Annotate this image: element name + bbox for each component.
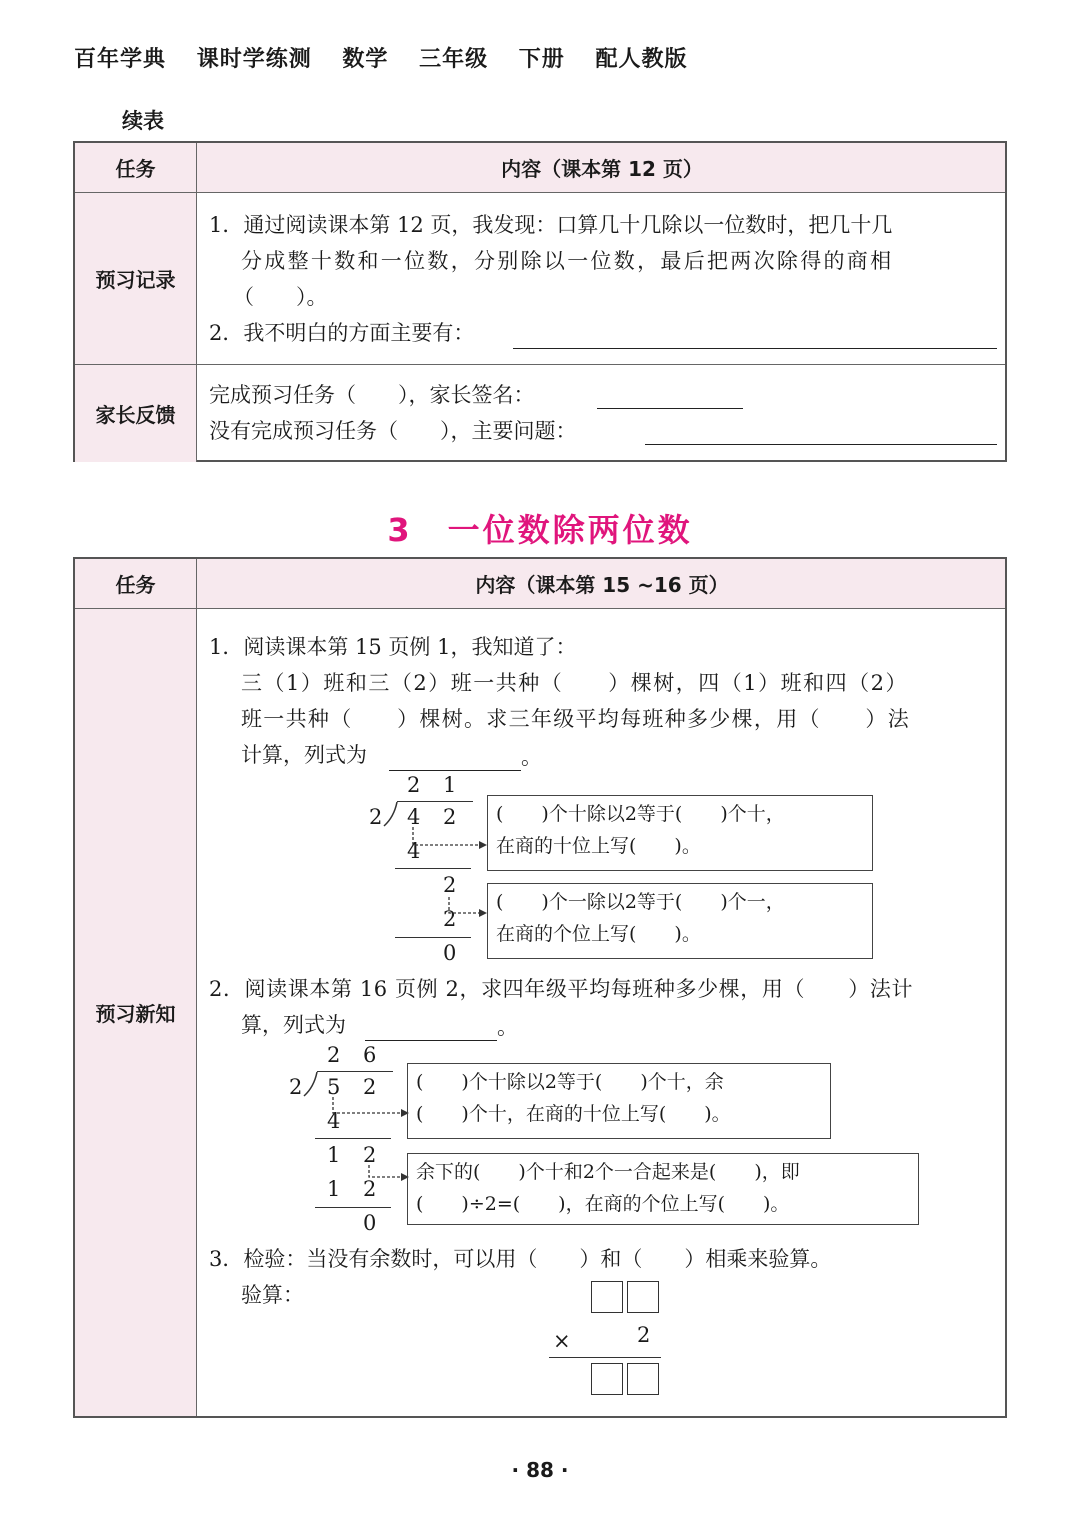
section-title: 3 一位数除两位数	[387, 511, 693, 549]
q1-line: 三（1）班和三（2）班一共种（ ）棵树，四（1）班和四（2）	[241, 671, 908, 695]
q1-expression-blank[interactable]	[389, 749, 521, 771]
division-bar	[317, 1071, 393, 1072]
row-label: 预习记录	[75, 193, 197, 364]
q1-line: 班一共种（ ）棵树。求三年级平均每班种多少棵，用（ ）法	[241, 707, 910, 731]
division-bracket	[382, 801, 400, 827]
col-content-header: 内容（课本第 15 ~16 页）	[475, 573, 729, 597]
arrow-connectors	[411, 823, 491, 923]
remainder: 0	[443, 941, 457, 965]
explain-line: ( )÷2=( )，在商的个位上写( )。	[416, 1193, 790, 1215]
col-task-header: 任务	[75, 559, 197, 608]
step-digit: 2	[443, 907, 457, 931]
q2-line: 2．阅读课本第 16 页例 2，求四年级平均每班种多少棵，用（ ）法计	[209, 977, 914, 1001]
q2-line: 算，列式为	[241, 1013, 346, 1037]
explain-box	[487, 883, 873, 959]
text-line: 1．通过阅读课本第 12 页，我发现：口算几十几除以一位数时，把几十几	[209, 213, 893, 237]
quotient-digit: 6	[363, 1043, 377, 1067]
q1-period: 。	[521, 745, 542, 769]
q1-line: 计算，列式为	[241, 743, 367, 767]
problem-blank[interactable]	[645, 423, 997, 445]
explain-box	[407, 1153, 919, 1225]
step-digit: 4	[327, 1109, 341, 1133]
remainder: 0	[363, 1211, 377, 1235]
row-parent-feedback	[75, 365, 1005, 462]
header-item: 配人教版	[595, 47, 688, 72]
table-preview-record	[73, 141, 1007, 462]
row-preview-record	[75, 193, 1005, 365]
header-item: 三年级	[419, 47, 489, 72]
answer-box[interactable]	[591, 1363, 623, 1395]
header-item: 百年学典	[74, 47, 167, 72]
q1-line: 1．阅读课本第 15 页例 1，我知道了：	[209, 635, 577, 659]
division-bracket	[302, 1071, 320, 1097]
multiply-line	[549, 1357, 661, 1358]
continued-label: 续表	[122, 109, 164, 133]
header-item: 数学	[342, 47, 389, 72]
explain-line: 在商的十位上写( )。	[496, 835, 701, 857]
explain-box	[487, 795, 873, 871]
explain-box	[407, 1063, 831, 1139]
dividend-digit: 5	[327, 1075, 341, 1099]
text-line: 2．我不明白的方面主要有：	[209, 321, 475, 345]
step-digit: 2	[363, 1177, 377, 1201]
answer-box[interactable]	[627, 1363, 659, 1395]
step-digit: 1	[327, 1177, 341, 1201]
table-header-row	[75, 559, 1005, 609]
header-item: 下册	[518, 47, 565, 72]
quotient-digit: 2	[327, 1043, 341, 1067]
q2-period: 。	[497, 1015, 518, 1039]
step-digit: 1	[327, 1143, 341, 1167]
arrow-connectors	[331, 1093, 411, 1193]
page-number: · 88 ·	[511, 1458, 569, 1482]
text-line: 完成预习任务（ ），家长签名：	[209, 383, 535, 407]
parent-signature-blank[interactable]	[597, 387, 743, 409]
table-new-knowledge	[73, 557, 1007, 1418]
col-task-header: 任务	[75, 143, 197, 192]
text-line: 没有完成预习任务（ ），主要问题：	[209, 419, 577, 443]
dividend-digit: 2	[363, 1075, 377, 1099]
answer-box[interactable]	[627, 1281, 659, 1313]
q2-expression-blank[interactable]	[365, 1019, 497, 1041]
explain-line: 在商的个位上写( )。	[496, 923, 701, 945]
quotient-digit: 1	[443, 773, 457, 797]
answer-box[interactable]	[591, 1281, 623, 1313]
times-sign: ×	[553, 1329, 571, 1353]
table-header-row	[75, 143, 1005, 193]
q3-line: 3．检验：当没有余数时，可以用（ ）和（ ）相乘来验算。	[209, 1247, 832, 1271]
quotient-digit: 2	[407, 773, 421, 797]
explain-line: 余下的( )个十和2个一合起来是( )，即	[416, 1161, 800, 1183]
step-digit: 4	[407, 839, 421, 863]
text-line: 分成整十数和一位数，分别除以一位数，最后把两次除得的商相	[241, 249, 894, 273]
divisor: 2	[369, 805, 383, 829]
explain-line: ( )个十，在商的十位上写( )。	[416, 1103, 731, 1125]
explain-line: ( )个一除以2等于( )个一，	[496, 891, 785, 913]
step-digit: 2	[363, 1143, 377, 1167]
row-label: 预习新知	[75, 609, 197, 1416]
dividend-digit: 2	[443, 805, 457, 829]
explain-line: ( )个十除以2等于( )个十，余	[416, 1071, 724, 1093]
row-label: 家长反馈	[75, 365, 197, 462]
book-header	[74, 42, 709, 73]
division-bar	[397, 801, 473, 802]
explain-line: ( )个十除以2等于( )个十，	[496, 803, 785, 825]
multiplier: 2	[637, 1323, 651, 1347]
row-new-knowledge	[75, 609, 1005, 1416]
step-line	[395, 937, 471, 938]
divisor: 2	[289, 1075, 303, 1099]
text-line: （ ）。	[233, 285, 328, 309]
header-item: 课时学练测	[196, 47, 312, 72]
col-content-header: 内容（课本第 12 页）	[501, 157, 703, 181]
dividend-digit: 4	[407, 805, 421, 829]
q3-label: 验算：	[241, 1283, 304, 1307]
step-line	[315, 1207, 391, 1208]
answer-blank[interactable]	[513, 327, 997, 349]
step-digit: 2	[443, 873, 457, 897]
